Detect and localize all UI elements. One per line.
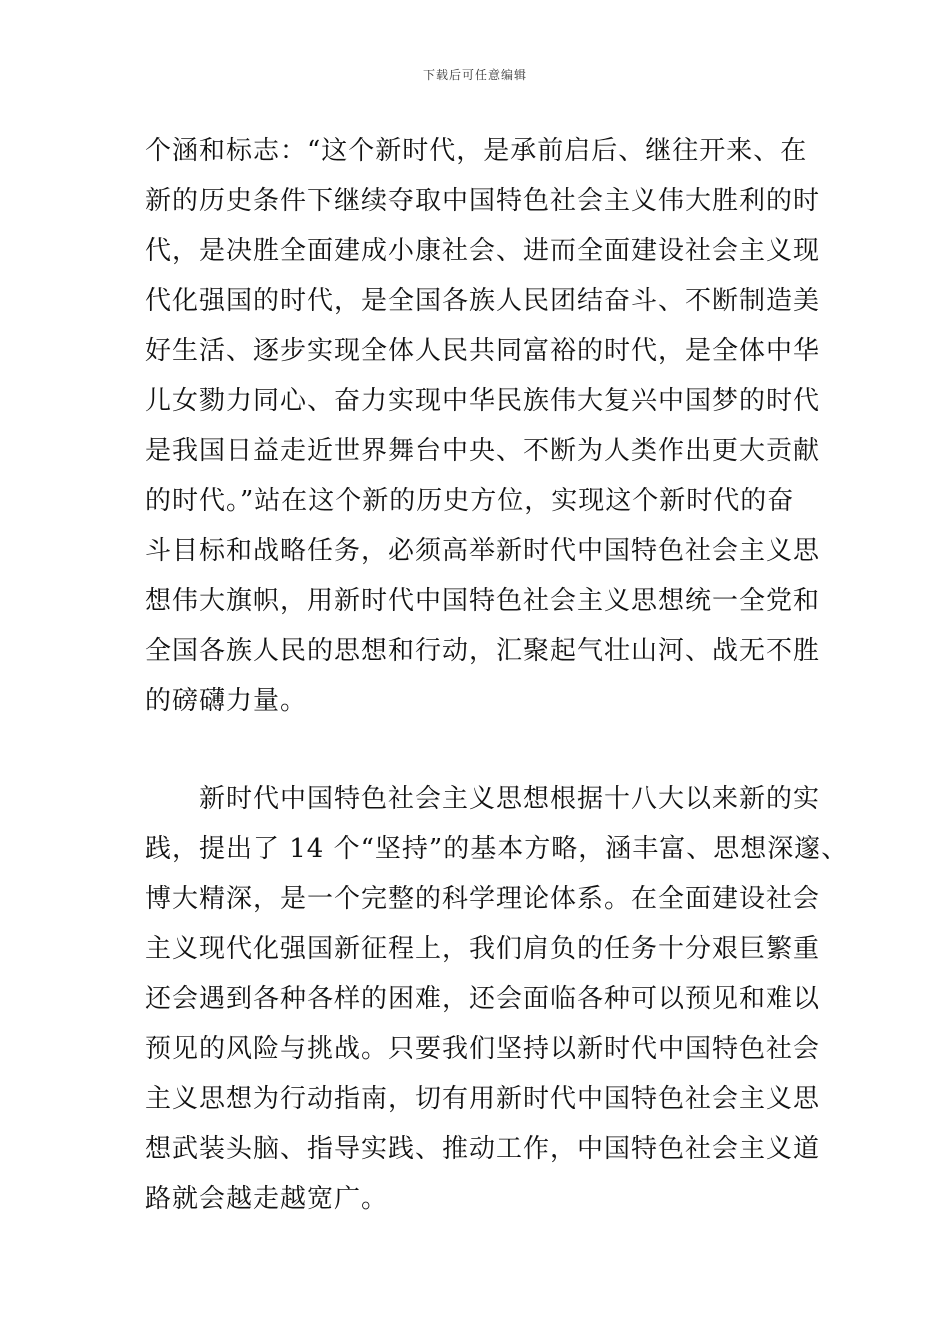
paragraph-line: 儿女勠力同心、奋力实现中华民族伟大复兴中国梦的时代 xyxy=(145,386,821,416)
paragraph-line: 的时代。”站在这个新的历史方位，实现这个新时代的奋 xyxy=(145,486,795,516)
paragraph-line: 新的历史条件下继续夺取中国特色社会主义伟大胜利的时 xyxy=(145,186,821,216)
paragraph-line: 还会遇到各种各样的困难，还会面临各种可以预见和难以 xyxy=(145,984,821,1014)
paragraph-line: 是我国日益走近世界舞台中央、不断为人类作出更大贡献 xyxy=(145,436,821,466)
paragraph-line: 的磅礴力量。 xyxy=(145,686,308,716)
paragraph-line: 预见的风险与挑战。只要我们坚持以新时代中国特色社会 xyxy=(145,1034,821,1064)
paragraph-line: 斗目标和战略任务，必须高举新时代中国特色社会主义思 xyxy=(145,536,821,566)
paragraph-line: 新时代中国特色社会主义思想根据十八大以来新的实 xyxy=(145,784,821,814)
paragraph-line: 好生活、逐步实现全体人民共同富裕的时代，是全体中华 xyxy=(145,336,821,366)
paragraph-line: 博大精深，是一个完整的科学理论体系。在全面建设社会 xyxy=(145,884,821,914)
paragraph-line: 代，是决胜全面建成小康社会、进而全面建设社会主义现 xyxy=(145,236,821,266)
paragraph-line: 想武装头脑、指导实践、推动工作，中国特色社会主义道 xyxy=(145,1134,821,1164)
paragraph-line: 个涵和标志：“这个新时代，是承前启后、继往开来、在 xyxy=(145,136,808,166)
paragraph-2 xyxy=(145,774,849,1224)
paragraph-line: 主义思想为行动指南，切有用新时代中国特色社会主义思 xyxy=(145,1084,821,1114)
paragraph-1 xyxy=(145,126,845,726)
paragraph-line: 代化强国的时代，是全国各族人民团结奋斗、不断制造美 xyxy=(145,286,821,316)
paragraph-line: 主义现代化强国新征程上，我们肩负的任务十分艰巨繁重 xyxy=(145,934,821,964)
paragraph-line: 路就会越走越宽广。 xyxy=(145,1184,389,1214)
page-header: 下载后可任意编辑 xyxy=(422,68,527,82)
paragraph-line: 全国各族人民的思想和行动，汇聚起气壮山河、战无不胜 xyxy=(145,636,821,666)
paragraph-line: 想伟大旗帜，用新时代中国特色社会主义思想统一全党和 xyxy=(145,586,821,616)
paragraph-line: 践，提出了 14 个“坚持”的基本方略，涵丰富、思想深邃、 xyxy=(145,834,849,864)
